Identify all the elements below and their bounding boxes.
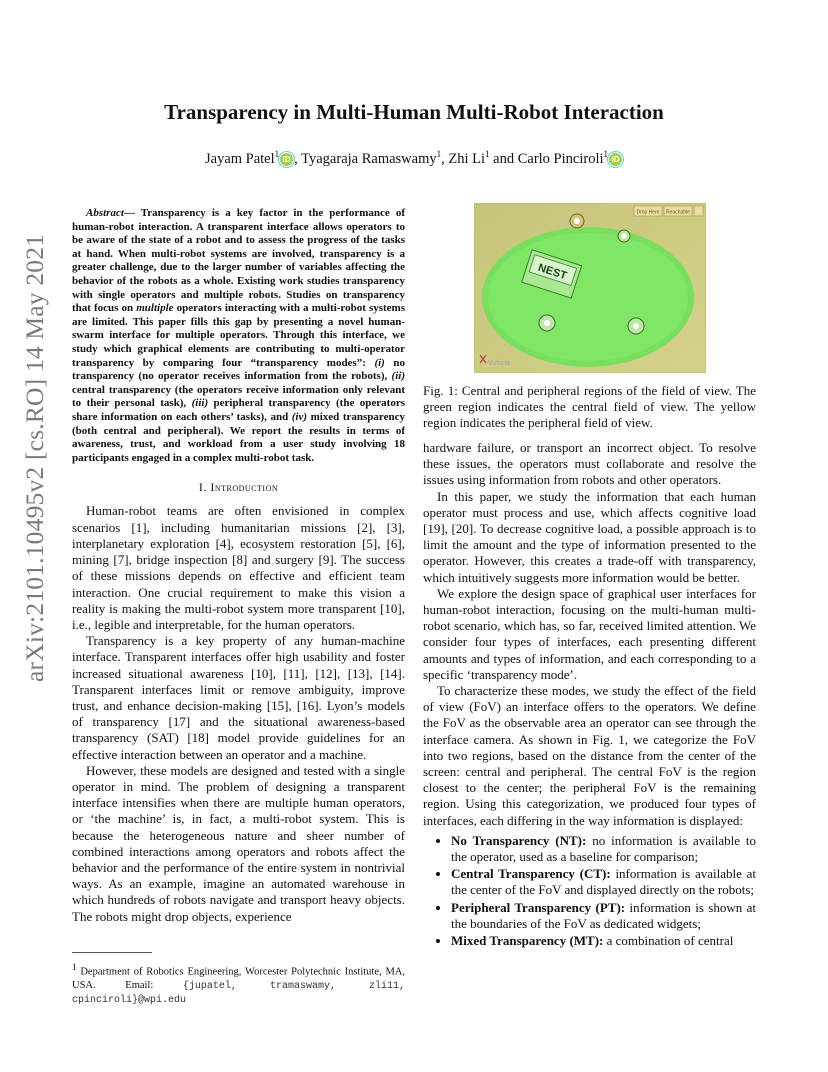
body-paragraph: However, these models are designed and tested with a single operator in mind. The problem of designing a transparent interface intensifies when there are multiple human operators, or ‘the machine’ is, in fact, a multi-robot system. This is because the heterogeneous nature and sheer number of combined interactions among operators and robots affect the behavior and the performance of the entire system in nontrivial ways. As an example, imagine an automated warehouse in which hundreds of robots navigate and transport heavy objects. The robots might drop objects, experience [72,762,405,924]
abstract-label: Abstract [86,207,124,219]
robot-icon [539,315,555,331]
abstract-mode-marker: (iv) [291,410,308,423]
list-item [451,933,756,949]
list-item [451,866,756,898]
author-name: , Tyagaraja Ramaswamy [294,150,437,167]
robot-icon [570,214,584,228]
list-item [451,833,756,865]
author-line [0,149,828,168]
abstract-mode-marker: (iii) [191,397,209,410]
list-item-text: information is available at the center of the FoV and displayed directly on the robots; [451,866,757,898]
list-item-text: a combination of central [603,933,734,949]
footnote-rule [72,952,152,953]
abstract-text: peripheral transparency (the operators share information on each others’ tasks), and [72,397,405,423]
vuforia-watermark: Vuforia [488,360,510,367]
left-column [72,207,405,925]
abstract-text: no transparency (no operator receives information from the robots), [72,356,405,383]
list-item-text: information is shown at the boundaries of the FoV as dedicated widgets; [451,899,756,931]
abstract-text: central transparency (the operators receive information only relevant to their personal task), [72,383,405,410]
reachable-label: Reachable [666,209,690,216]
author-name: Jayam Patel [204,150,275,167]
author-name: and Carlo Pinciroli [489,150,604,167]
abstract-mode-marker: (i) [374,356,385,369]
footnote-mark: 1 [72,962,77,972]
list-item [451,900,756,932]
author-name: , Zhi Li [441,150,486,167]
body-paragraph: hardware failure, or transport an incorrect object. To resolve these issues, the operators must collaborate and resolve the issues using information from robots and other operators. [423,440,756,488]
list-item-label: Peripheral Transparency (PT): [451,899,626,915]
body-paragraph: We explore the design space of graphical user interfaces for human-robot interaction, focusing on the multi-human multi-robot scenario, which has, so far, received limited attention. We consider four types of interfaces, each presenting different amounts and types of information, and each corresponding to a specific ‘transparency mode’. [423,585,756,682]
abstract-text: operators interacting with a multi-robot systems are limited. This paper fills this gap by presenting a novel human-swarm interface for multiple operators. Through this interface, we study which graphical elements are contributing to multi-operator transparency by comparing four “transparency modes”: [72,302,405,369]
drop-here-label: Drop Here [636,209,660,216]
robot-icon [628,318,644,334]
mode-list [423,833,756,949]
list-item-label: Central Transparency (CT): [451,866,611,882]
list-item-label: No Transparency (NT): [451,832,587,848]
affiliation-mark: 1 [274,149,280,159]
affiliation-mark: 1 [603,149,608,159]
abstract-text: — Transparency is a key factor in the performance of human-robot interaction. A transparent interface allows operators to be aware of the state of a robot and to assess the progress of the tasks at hand. When multi-robot systems are involved, transparency is a greater challenge, due to the larger number of variables affecting the behavior of the robots as a whole. Existing work studies transparency with single operators and multiple robots. Studies on transparency that focus on [72,207,405,315]
footnote-text: Department of Robotics Engineering, Worcester Polytechnic Institute, MA, USA. Email: [72,966,405,991]
arxiv-identifier: arXiv:2101.10495v2 [cs.RO] 14 May 2021 [20,233,49,682]
paper-title: Transparency in Multi-Human Multi-Robot Interaction [164,100,664,124]
menu-icon[interactable] [694,206,703,216]
body-paragraph: To characterize these modes, we study the effect of the field of view (FoV) an interface offers to the operators. We define the FoV as the observable area an operator can see through the interface camera. As shown in Fig. 1, we categorize the FoV into two regions, based on the distance from the center of the screen: central and peripheral. The central FoV is the region closest to the center; the peripheral FoV is the remaining region. Using this categorization, we produced four types of interfaces, each differing in the way information is displayed: [423,683,756,828]
body-paragraph: Human-robot teams are often envisioned in complex scenarios [1], including humanitarian missions [2], [3], interplanetary exploration [4], ecosystem restoration [5], [6], mining [7], bridge inspection [8] and surgery [9]. The success of these missions depends on effective and efficient team interaction. One crucial requirement to make this vision a reality is making the multi-robot system more transparent [10], i.e., legible and interpretable, for the human operators. [72,503,405,632]
list-item-label: Mixed Transparency (MT): [451,933,604,949]
body-paragraph: In this paper, we study the information that each human operator must process and use, which affects cognitive load [19], [20]. To decrease cognitive load, a possible approach is to limit the amount and the type of information presented to the operator. However, this creates a trade-off with transparency, which intuitively suggests more information would be better. [423,488,756,585]
crate-label: NEST [536,261,569,283]
affiliation-mark: 1 [436,149,442,159]
figure-caption: Fig. 1: Central and peripheral regions of the field of view. The green region indicates the central field of view. The yellow region indicates the peripheral field of view. [423,383,756,431]
footnote [72,961,405,1007]
right-column [423,440,756,950]
abstract-mode-marker: (ii) [391,370,405,383]
abstract [72,207,405,465]
section-heading: I. Introduction [198,480,279,495]
footnote-emails: {jupatel, tramaswamy, zli11, cpinciroli}@wpi.edu [72,980,405,1006]
abstract-text: mixed transparency (both central and peripheral). We report the results in terms of awareness, trust, and workload from a user study involving 18 participants engaged in a complex multi-robot task. [72,410,405,464]
body-paragraph: Transparency is a key property of any human-machine interface. Transparent interfaces offer high usability and foster increased situational awareness [10], [11], [12], [13], [14]. Transparent interfaces limit or remove ambiguity, improve trust, and enhance decision-making [15], [16]. Lyon’s models of transparency [17] and the situational awareness-based transparency (SAT) [18] model provide guidelines for an effective interaction between an operator and a machine. [72,633,405,762]
fov-screenshot [474,203,706,373]
abstract-emphasis: multiple [136,302,174,315]
orcid-icon[interactable]: iD [609,153,622,166]
affiliation-mark: 1 [485,149,490,159]
robot-icon [618,230,630,242]
orcid-icon[interactable]: iD [280,153,293,166]
figure-image [474,203,706,373]
list-item-text: no information is available to the operator, used as a baseline for comparison; [451,832,757,865]
